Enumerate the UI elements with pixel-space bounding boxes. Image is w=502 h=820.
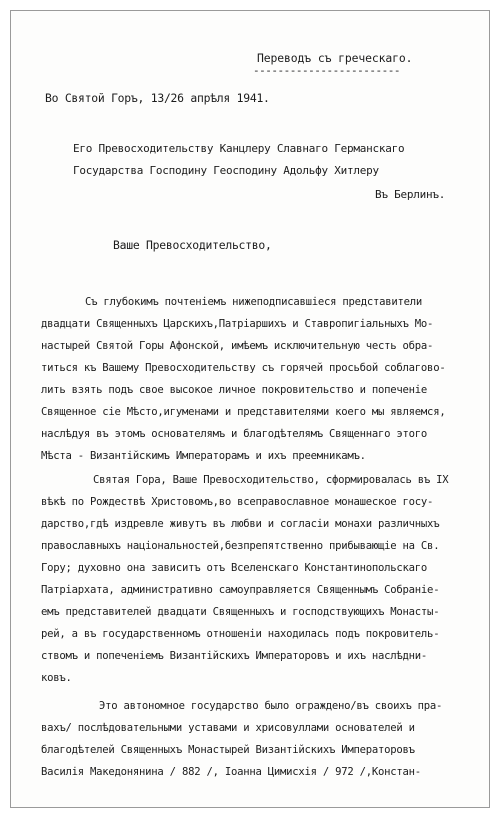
addressee-line-2: Государства Господину Геосподину Адольфу Хитлеру — [73, 164, 379, 177]
body-line: ствомъ и попеченіемъ Византійскихъ Императоровъ и ихъ наслѣдни- — [41, 650, 428, 662]
body-line: вахъ/ послѣдовательными уставами и хрисовуллами основателей и — [41, 722, 415, 734]
body-line: емъ представителей двадцати Священныхъ и господствующихъ Монасты- — [41, 606, 440, 618]
body-line: Гору; духовно она зависитъ отъ Вселенскаго Константинопольскаго — [41, 562, 428, 574]
document-page — [10, 10, 490, 808]
translation-note-underline: ------------------------ — [253, 64, 400, 77]
addressee-city: Въ Берлинъ. — [375, 188, 446, 201]
addressee-line-1: Его Превосходительству Канцлеру Славнаго Германскаго — [73, 142, 405, 155]
body-line: рей, а въ государственномъ отношеніи находилась подъ покровитель- — [41, 628, 440, 640]
place-date: Во Святой Горъ, 13/26 апрѣля 1941. — [45, 91, 270, 105]
body-line: наслѣдуя въ этомъ основателямъ и благодѣтелямъ Священнаго этого — [41, 428, 428, 440]
body-line: благодѣтелей Священныхъ Монастырей Византійскихъ Императоровъ — [41, 744, 415, 756]
translation-note: Переводъ съ греческаго. — [257, 51, 413, 65]
body-line: дарство,гдѣ издревле живутъ въ любви и согласіи монахи различныхъ — [41, 518, 440, 530]
body-line: Святая Гора, Ваше Превосходительство, сформировалась въ IX — [93, 474, 449, 486]
body-line: Мѣста - Византійскимъ Императорамъ и ихъ преемникамъ. — [41, 450, 366, 462]
body-line: лить взять подъ свое высокое личное покровительство и попеченіе — [41, 384, 428, 396]
body-line: титься къ Вашему Превосходительству съ горячей просьбой соблагово- — [41, 362, 446, 374]
body-line: Съ глубокимъ почтеніемъ нижеподписавшіеся представители — [85, 296, 423, 308]
body-line: Священное сіе Мѣсто,игуменами и представителями коего мы являемся, — [41, 406, 446, 418]
body-line: православныхъ національностей,безпрепятственно прибывающіе на Св. — [41, 540, 440, 552]
body-line: настырей Святой Горы Афонской, имѣемъ исключительную честь обра- — [41, 340, 434, 352]
body-line: Это автономное государство было ограждено/въ своихъ пра- — [99, 700, 443, 712]
salutation: Ваше Превосходительство, — [113, 238, 272, 252]
body-line: двадцати Священныхъ Царскихъ,Патріаршихъ и Ставропигіальныхъ Мо- — [41, 318, 434, 330]
body-line: Василія Македонянина / 882 /, Іоанна Цимисхія / 972 /,Констан- — [41, 766, 421, 778]
body-line: вѣкѣ по Рождествѣ Христовомъ,во всеправославное монашеское госу- — [41, 496, 434, 508]
body-line: Патріархата, административно самоуправляется Священнымъ Собраніе- — [41, 584, 440, 596]
body-line: ковъ. — [41, 672, 72, 684]
